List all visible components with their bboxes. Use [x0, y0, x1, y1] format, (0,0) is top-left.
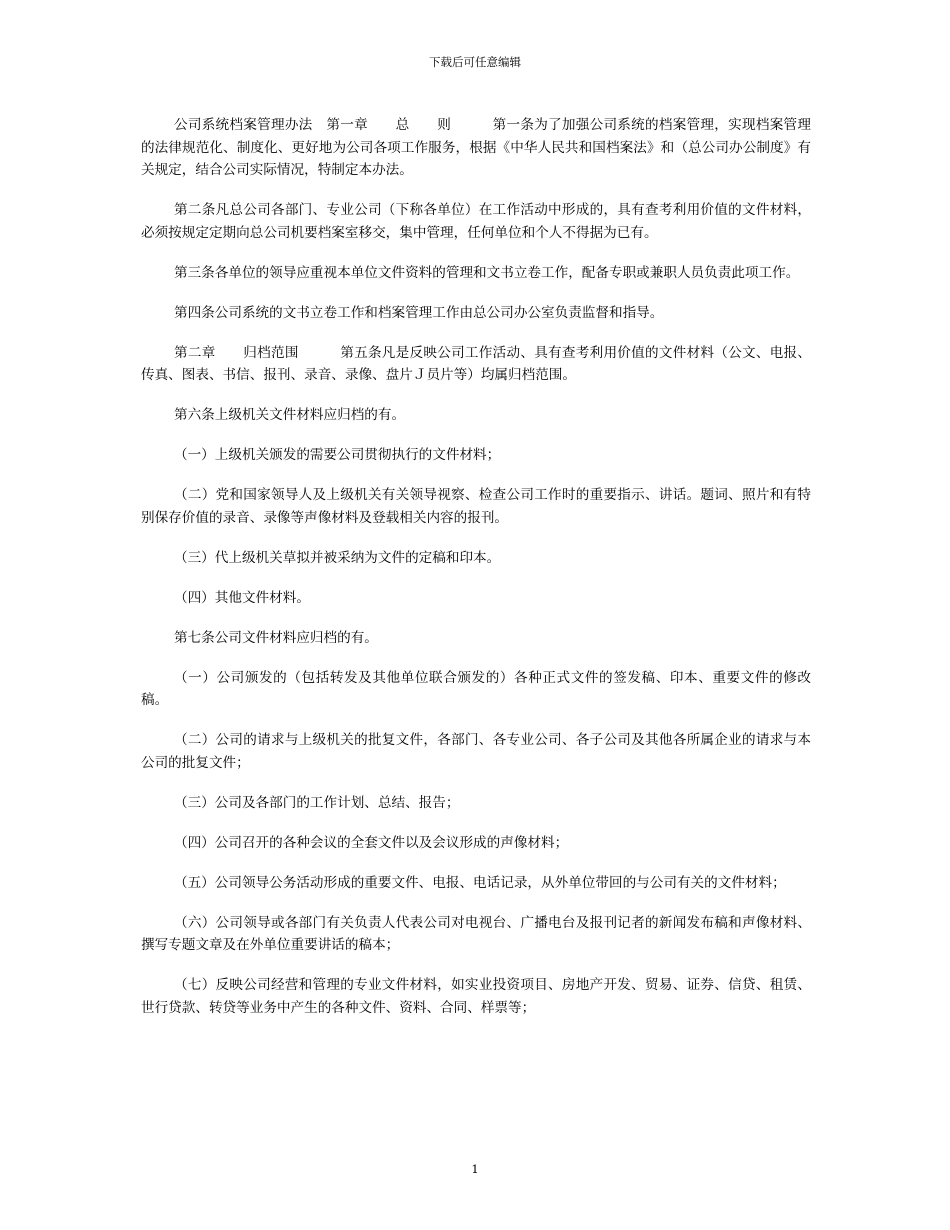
paragraph-article-7-item-6: （六）公司领导或各部门有关负责人代表公司对电视台、广播电台及报刊记者的新闻发布稿和声像材料、撰写专题文章及在外单位重要讲话的稿本；: [141, 914, 811, 953]
document-body: [141, 114, 811, 1037]
paragraph-article-2: 第二条凡总公司各部门、专业公司（下称各单位）在工作活动中形成的，具有查考利用价值的文件材料，必须按规定定期向总公司机要档案室移交，集中管理，任何单位和个人不得据为已有。: [141, 202, 811, 241]
paragraph-article-6-item-2: （二）党和国家领导人及上级机关有关领导视察、检查公司工作时的重要指示、讲话。题词、照片和有特别保存价值的录音、录像等声像材料及登载相关内容的报刊。: [141, 487, 811, 526]
paragraph-article-6-item-4: （四）其他文件材料。: [174, 589, 310, 606]
paragraph-article-6-item-1: （一）上级机关颁发的需要公司贯彻执行的文件材料；: [174, 447, 501, 463]
paragraph-article-6: 第六条上级机关文件材料应归档的有。: [174, 407, 406, 423]
page-header: 下载后可任意编辑: [429, 55, 521, 69]
paragraph-article-6-item-3: （三）代上级机关草拟并被采纳为文件的定稿和印本。: [174, 549, 501, 566]
paragraph-article-7-item-5: （五）公司领导公务活动形成的重要文件、电报、电话记录，从外单位带回的与公司有关的文件材料；: [174, 874, 786, 891]
page-number: 1: [471, 1162, 479, 1176]
paragraph-article-3: 第三条各单位的领导应重视本单位文件资料的管理和文书立卷工作，配备专职或兼职人员负责此项工作。: [174, 264, 800, 281]
paragraph-article-7-item-4: （四）公司召开的各种会议的全套文件以及会议形成的声像材料；: [174, 834, 569, 851]
paragraph-intro-article-1: 公司系统档案管理办法 第一章 总 则 第一条为了加强公司系统的档案管理，实现档案管理的法律规范化、制度化、更好地为公司各项工作服务，根据《中华人民共和国档案法》和（总公司办公制度》有关规定，结合公司实际情况，特制定本办法。: [141, 117, 811, 178]
paragraph-chapter-2-article-5: 第二章 归档范围 第五条凡是反映公司工作活动、具有查考利用价值的文件材料（公文、电报、传真、图表、书信、报刊、录音、录像、盘片Ｊ员片等）均属归档范围。: [141, 344, 811, 383]
paragraph-article-4: 第四条公司系统的文书立卷工作和档案管理工作由总公司办公室负责监督和指导。: [174, 304, 664, 321]
paragraph-article-7: 第七条公司文件材料应归档的有。: [174, 629, 378, 646]
paragraph-article-7-item-1: （一）公司颁发的（包括转发及其他单位联合颁发的）各种正式文件的签发稿、印本、重要文件的修改稿。: [141, 669, 811, 708]
paragraph-article-7-item-2: （二）公司的请求与上级机关的批复文件，各部门、各专业公司、各子公司及其他各所属企业的请求与本公司的批复文件；: [141, 732, 811, 771]
paragraph-article-7-item-3: （三）公司及各部门的工作计划、总结、报告；: [174, 794, 460, 811]
paragraph-article-7-item-7: （七）反映公司经营和管理的专业文件材料，如实业投资项目、房地产开发、贸易、证券、信贷、租赁、世行贷款、转贷等业务中产生的各种文件、资料、合同、样票等；: [141, 977, 811, 1016]
